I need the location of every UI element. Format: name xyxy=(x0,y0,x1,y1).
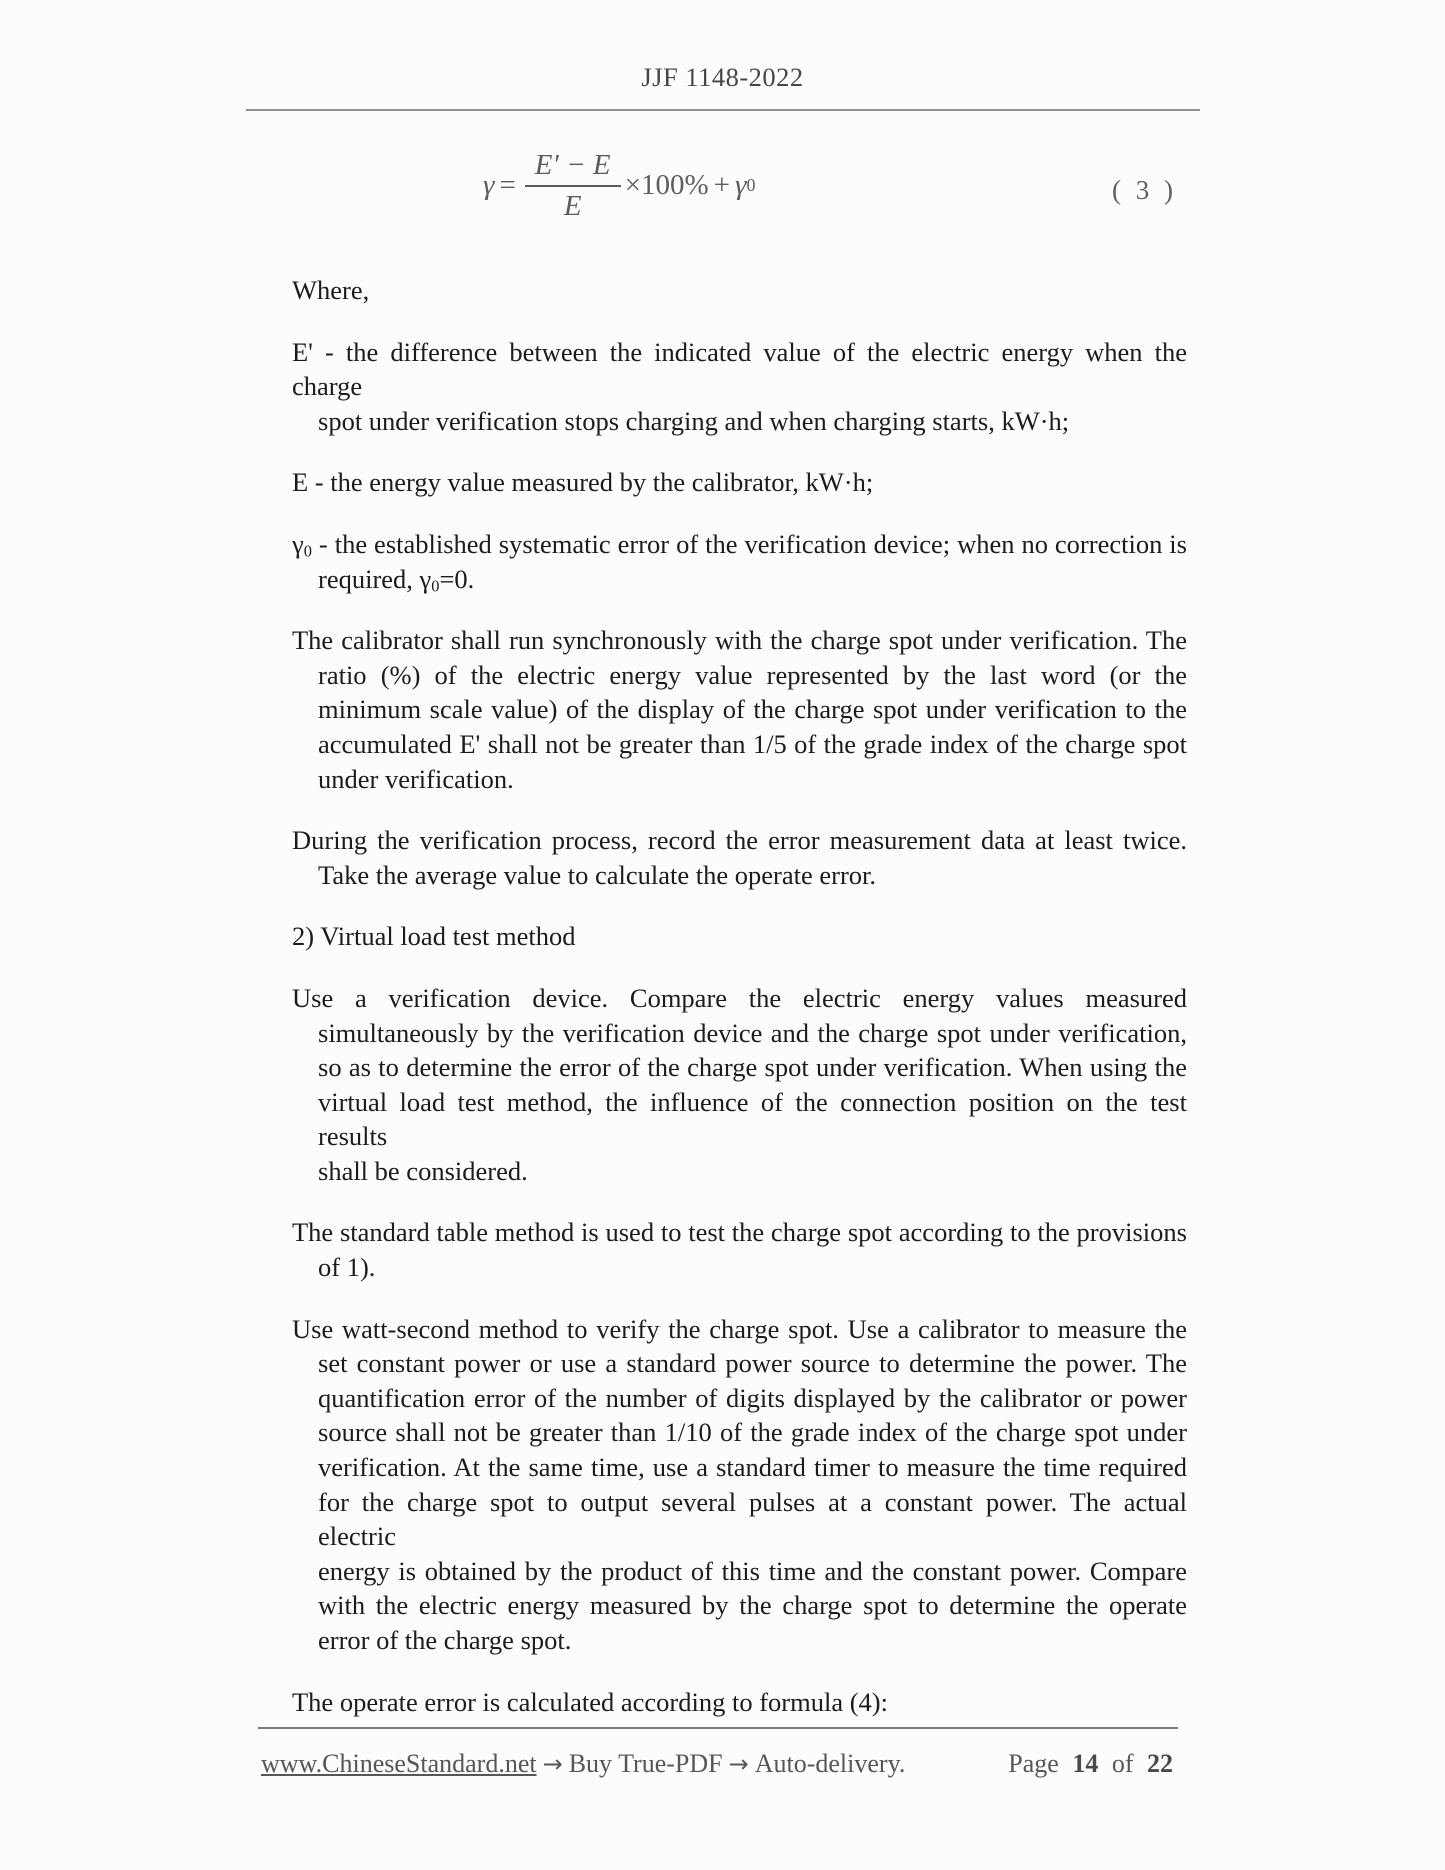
text-line: for the charge spot to output several pulses at a constant power. The actual electric xyxy=(318,1486,1187,1552)
page-indicator xyxy=(1008,1747,1173,1781)
text-line: verification. At the same time, use a standard timer to measure the time required xyxy=(318,1452,1187,1483)
paragraph xyxy=(292,623,1187,796)
page-current: 14 xyxy=(1072,1749,1099,1778)
text-line: The standard table method is used to test the charge spot according to the provisions xyxy=(292,1217,1187,1248)
body-paragraphs xyxy=(292,273,1187,1719)
text-line: so as to determine the error of the charge spot under verification. When using the xyxy=(318,1052,1187,1083)
paragraph xyxy=(292,527,1187,596)
text-line: quantification error of the number of digits displayed by the calibrator or power xyxy=(318,1382,1187,1413)
text-line: Take the average value to calculate the operate error. xyxy=(318,859,877,890)
footer-site-link[interactable]: www.ChineseStandard.net xyxy=(261,1749,537,1778)
text-line: of 1). xyxy=(318,1252,376,1283)
text-line: set constant power or use a standard power source to determine the power. The xyxy=(318,1348,1187,1379)
text-line: required, $\gamma_0=0$. xyxy=(318,563,475,596)
text-line: 2) Virtual load test method xyxy=(292,921,576,952)
formula-fraction xyxy=(525,148,621,223)
text-line: Where, xyxy=(292,275,370,305)
paragraph xyxy=(292,1685,1187,1720)
text-line: spot under verification stops charging and when charging starts, kW·h; xyxy=(318,405,1070,436)
formula-3 xyxy=(483,148,755,223)
text-line: Use a verification device. Compare the electric energy values measured xyxy=(292,982,1187,1013)
footer-rule xyxy=(258,1727,1178,1729)
text-line: source shall not be greater than 1/10 of the grade index of the charge spot under xyxy=(318,1417,1187,1448)
page-label: Page xyxy=(1008,1749,1059,1778)
page-total: 22 xyxy=(1147,1749,1173,1778)
paragraph xyxy=(292,273,1187,308)
footer-delivery-label: Auto-delivery. xyxy=(754,1749,906,1778)
formula-plus: + xyxy=(713,169,731,201)
arrow-icon: → xyxy=(542,1750,563,1778)
text-line: virtual load test method, the influence of the connection position on the test results xyxy=(318,1086,1187,1152)
of-label: of xyxy=(1111,1749,1134,1778)
paragraph xyxy=(292,1215,1187,1284)
formula-gamma: γ xyxy=(483,169,495,201)
text-line: simultaneously by the verification device and the charge spot under verification, xyxy=(318,1017,1187,1048)
header-rule xyxy=(246,109,1200,111)
paragraph xyxy=(292,335,1187,439)
text-line: The operate error is calculated according to formula (4): xyxy=(292,1686,888,1717)
formula-numerator: E′ − E xyxy=(525,148,621,187)
text-line: minimum scale value) of the display of the charge spot under verification to the xyxy=(318,694,1187,725)
equation-number: ( 3 ) xyxy=(1112,175,1177,205)
text-line: accumulated E' shall not be greater than 1/5 of the grade index of the charge spot xyxy=(318,728,1187,759)
text-line: ratio (%) of the electric energy value represented by the last word (or the xyxy=(318,659,1187,690)
text-line: Use watt-second method to verify the charge spot. Use a calibrator to measure the xyxy=(292,1313,1187,1344)
text-line: E' - the difference between the indicated value of the electric energy when the charge xyxy=(292,336,1187,402)
text-line: under verification. xyxy=(318,763,514,794)
text-line: shall be considered. xyxy=(318,1155,528,1186)
text-line: energy is obtained by the product of this time and the constant power. Compare xyxy=(318,1555,1187,1586)
formula-times-percent: ×100% xyxy=(624,169,709,201)
text-line: $\gamma_0$ - the established systematic error of the verification device; when no correction is xyxy=(292,528,1187,561)
formula-gamma0-subscript: 0 xyxy=(746,175,756,195)
formula-gamma0: γ xyxy=(735,169,747,201)
header-title: JJF 1148-2022 xyxy=(641,62,804,92)
paragraph xyxy=(292,981,1187,1189)
text-line: error of the charge spot. xyxy=(318,1625,572,1655)
footer xyxy=(261,1747,1173,1781)
text-line: E - the energy value measured by the calibrator, kW·h; xyxy=(292,467,874,498)
text-line: with the electric energy measured by the charge spot to determine the operate xyxy=(318,1590,1187,1621)
footer-left xyxy=(261,1747,905,1781)
arrow-icon: → xyxy=(728,1750,749,1778)
paragraph xyxy=(292,919,1187,954)
formula-denominator: E xyxy=(563,190,582,222)
formula-equals: = xyxy=(499,169,516,201)
paragraph xyxy=(292,465,1187,500)
paragraph xyxy=(292,823,1187,892)
text-line: The calibrator shall run synchronously with the charge spot under verification. The xyxy=(292,625,1187,656)
text-line: During the verification process, record the error measurement data at least twice. xyxy=(292,825,1187,856)
footer-buy-label: Buy True-PDF xyxy=(568,1749,723,1778)
paragraph xyxy=(292,1312,1187,1658)
